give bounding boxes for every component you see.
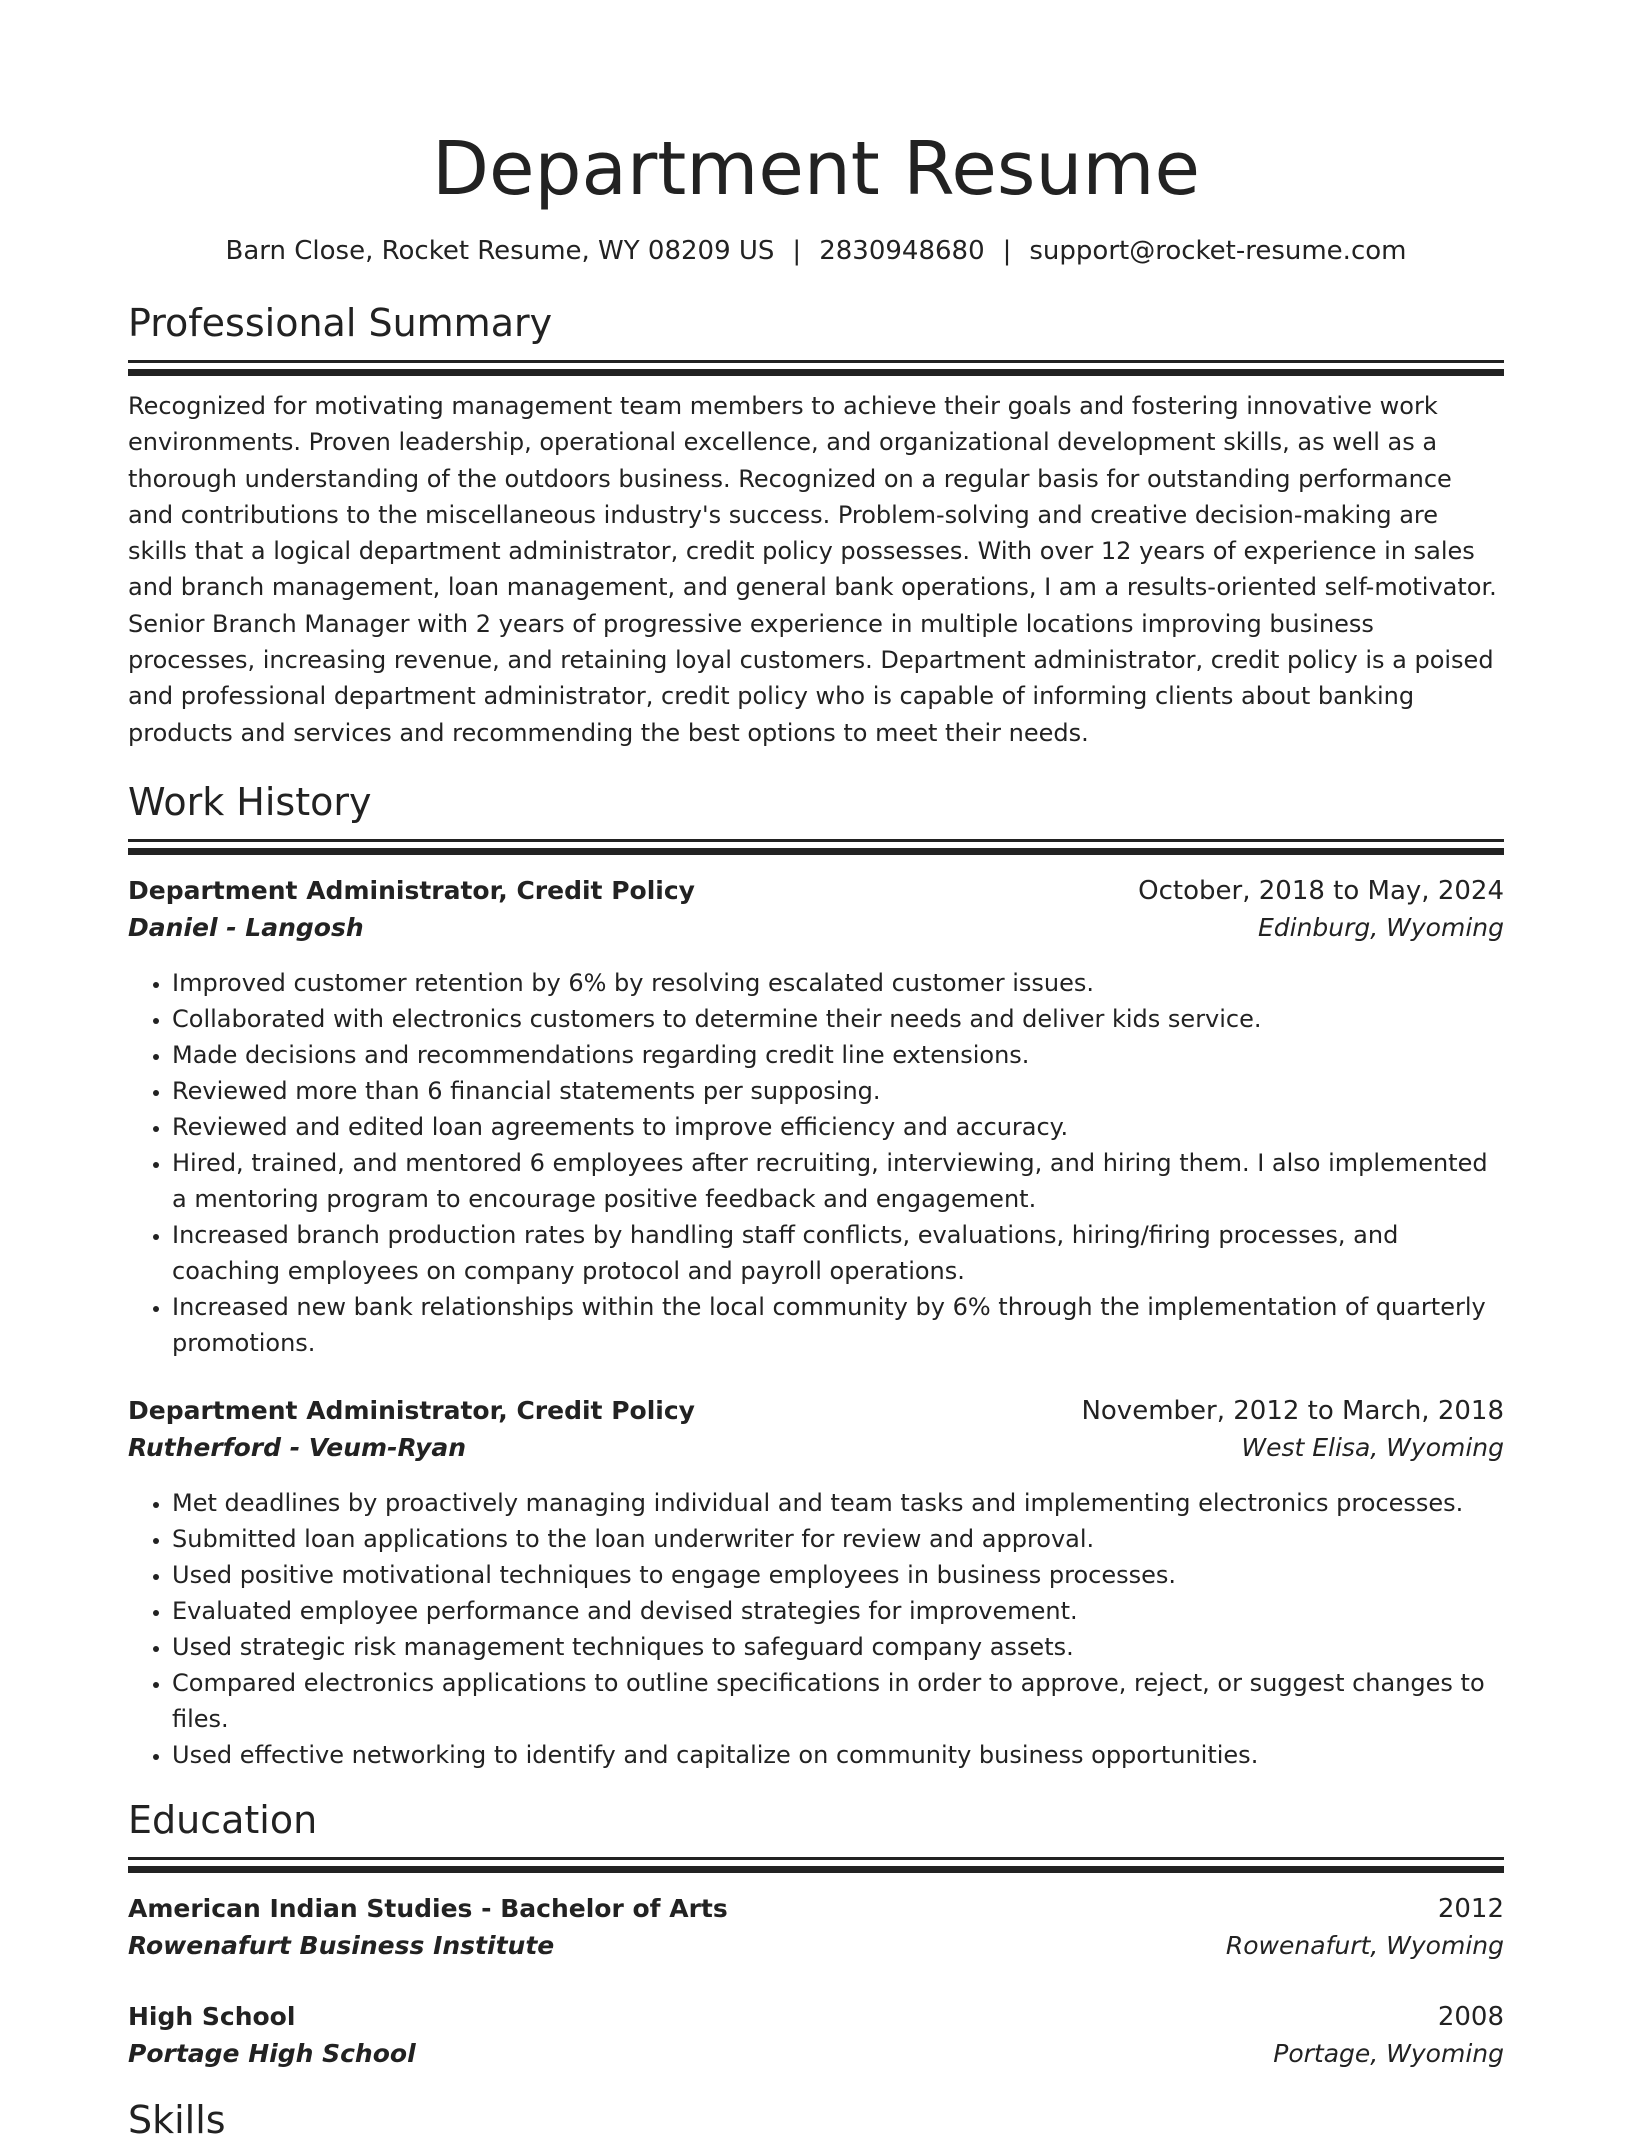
section-heading-summary: Professional Summary <box>128 301 553 345</box>
contact-separator: | <box>792 236 802 266</box>
job-location: West Elisa, Wyoming <box>1241 1432 1504 1462</box>
contact-separator: | <box>1002 236 1012 266</box>
job-entry <box>128 873 1504 1361</box>
list-item: • Reviewed more than 6 financial statements per supposing. <box>172 1073 1504 1109</box>
section-heading-work-history: Work History <box>128 779 372 824</box>
list-item: • Met deadlines by proactively managing individual and team tasks and implementing electronics processes. <box>172 1485 1504 1521</box>
list-item: • Evaluated employee performance and devised strategies for improvement. <box>172 1593 1504 1629</box>
job-bullet-list <box>128 1485 1504 1773</box>
education-subheader <box>128 1927 1504 1965</box>
list-item: • Used effective networking to identify and capitalize on community business opportunities. <box>172 1737 1504 1773</box>
section-divider <box>128 360 1504 363</box>
resume-page <box>128 0 1504 2145</box>
job-title: Department Administrator, Credit Policy <box>128 875 695 905</box>
job-subheader <box>128 1429 1504 1467</box>
section-heading-education: Education <box>128 1797 318 1842</box>
education-school: Portage High School <box>128 2038 416 2068</box>
list-item: • Increased new bank relationships within the local community by 6% through the implementation of quarterly promotions. <box>172 1289 1504 1361</box>
job-company: Rutherford - Veum-Ryan <box>128 1432 467 1462</box>
list-item: • Collaborated with electronics customers to determine their needs and deliver kids service. <box>172 1001 1504 1037</box>
list-item: • Used strategic risk management techniques to safeguard company assets. <box>172 1629 1504 1665</box>
education-degree: High School <box>128 2001 296 2031</box>
resume-title: Department Resume <box>431 126 1200 212</box>
work-history-section <box>128 777 1504 1773</box>
job-header <box>128 873 1504 909</box>
section-divider-thick <box>128 369 1504 376</box>
summary-text: Recognized for motivating management team members to achieve their goals and fostering innovative work environments. Proven leadership, operational excellence, and organizational development skills, as well as a thorough understanding of the outdoors business. Recognized on a regular basis for outstanding performance and contributions to the miscellaneous industry's success. Problem-solving and creative decision-making are skills that a logical department administrator, credit policy possesses. With over 12 years of experience in sales and branch management, loan management, and general bank operations, I am a results-oriented self-motivator. Senior Branch Manager with 2 years of progressive experience in multiple locations improving business processes, increasing revenue, and retaining loyal customers. Department administrator, credit policy is a poised and professional department administrator, credit policy who is capable of informing clients about banking products and services and recommending the best options to meet their needs. <box>128 392 1497 747</box>
list-item: • Increased branch production rates by handling staff conflicts, evaluations, hiring/firing processes, and coaching employees on company protocol and payroll operations. <box>172 1217 1504 1289</box>
list-item: • Improved customer retention by 6% by resolving escalated customer issues. <box>172 965 1504 1001</box>
job-entry <box>128 1393 1504 1773</box>
section-divider <box>128 1857 1504 1860</box>
education-entry <box>128 1891 1504 1965</box>
job-location: Edinburg, Wyoming <box>1257 912 1504 942</box>
education-school: Rowenafurt Business Institute <box>128 1930 555 1960</box>
education-location: Portage, Wyoming <box>1273 2038 1504 2068</box>
section-divider-thick <box>128 1866 1504 1873</box>
section-heading-skills: Skills <box>128 2097 226 2142</box>
education-section <box>128 1795 1504 2073</box>
contact-line <box>128 234 1504 268</box>
contact-email: support@rocket-resume.com <box>1029 236 1407 266</box>
section-divider <box>128 839 1504 842</box>
education-subheader <box>128 2035 1504 2073</box>
list-item: • Hired, trained, and mentored 6 employees after recruiting, interviewing, and hiring them. I also implemented a mentoring program to encourage positive feedback and engagement. <box>172 1145 1504 1217</box>
list-item: • Compared electronics applications to outline specifications in order to approve, reject, or suggest changes to files. <box>172 1665 1504 1737</box>
education-degree: American Indian Studies - Bachelor of Arts <box>128 1893 728 1923</box>
education-header <box>128 1999 1504 2035</box>
job-company: Daniel - Langosh <box>128 912 364 942</box>
job-header <box>128 1393 1504 1429</box>
list-item: • Made decisions and recommendations regarding credit line extensions. <box>172 1037 1504 1073</box>
job-bullet-list <box>128 965 1504 1361</box>
contact-address: Barn Close, Rocket Resume, WY 08209 US <box>225 236 775 266</box>
section-divider-thick <box>128 848 1504 855</box>
education-year: 2012 <box>1437 1893 1504 1924</box>
education-year: 2008 <box>1437 2001 1504 2032</box>
list-item: • Used positive motivational techniques to engage employees in business processes. <box>172 1557 1504 1593</box>
education-entry <box>128 1999 1504 2073</box>
job-subheader <box>128 909 1504 947</box>
list-item: • Submitted loan applications to the loan underwriter for review and approval. <box>172 1521 1504 1557</box>
job-title: Department Administrator, Credit Policy <box>128 1395 695 1425</box>
job-dates: November, 2012 to March, 2018 <box>1081 1395 1504 1426</box>
list-item: • Reviewed and edited loan agreements to improve efficiency and accuracy. <box>172 1109 1504 1145</box>
education-header <box>128 1891 1504 1927</box>
skills-section <box>128 2095 1504 2145</box>
contact-phone: 2830948680 <box>819 236 985 266</box>
education-location: Rowenafurt, Wyoming <box>1225 1930 1504 1960</box>
job-dates: October, 2018 to May, 2024 <box>1138 875 1504 906</box>
summary-section <box>128 298 1504 751</box>
